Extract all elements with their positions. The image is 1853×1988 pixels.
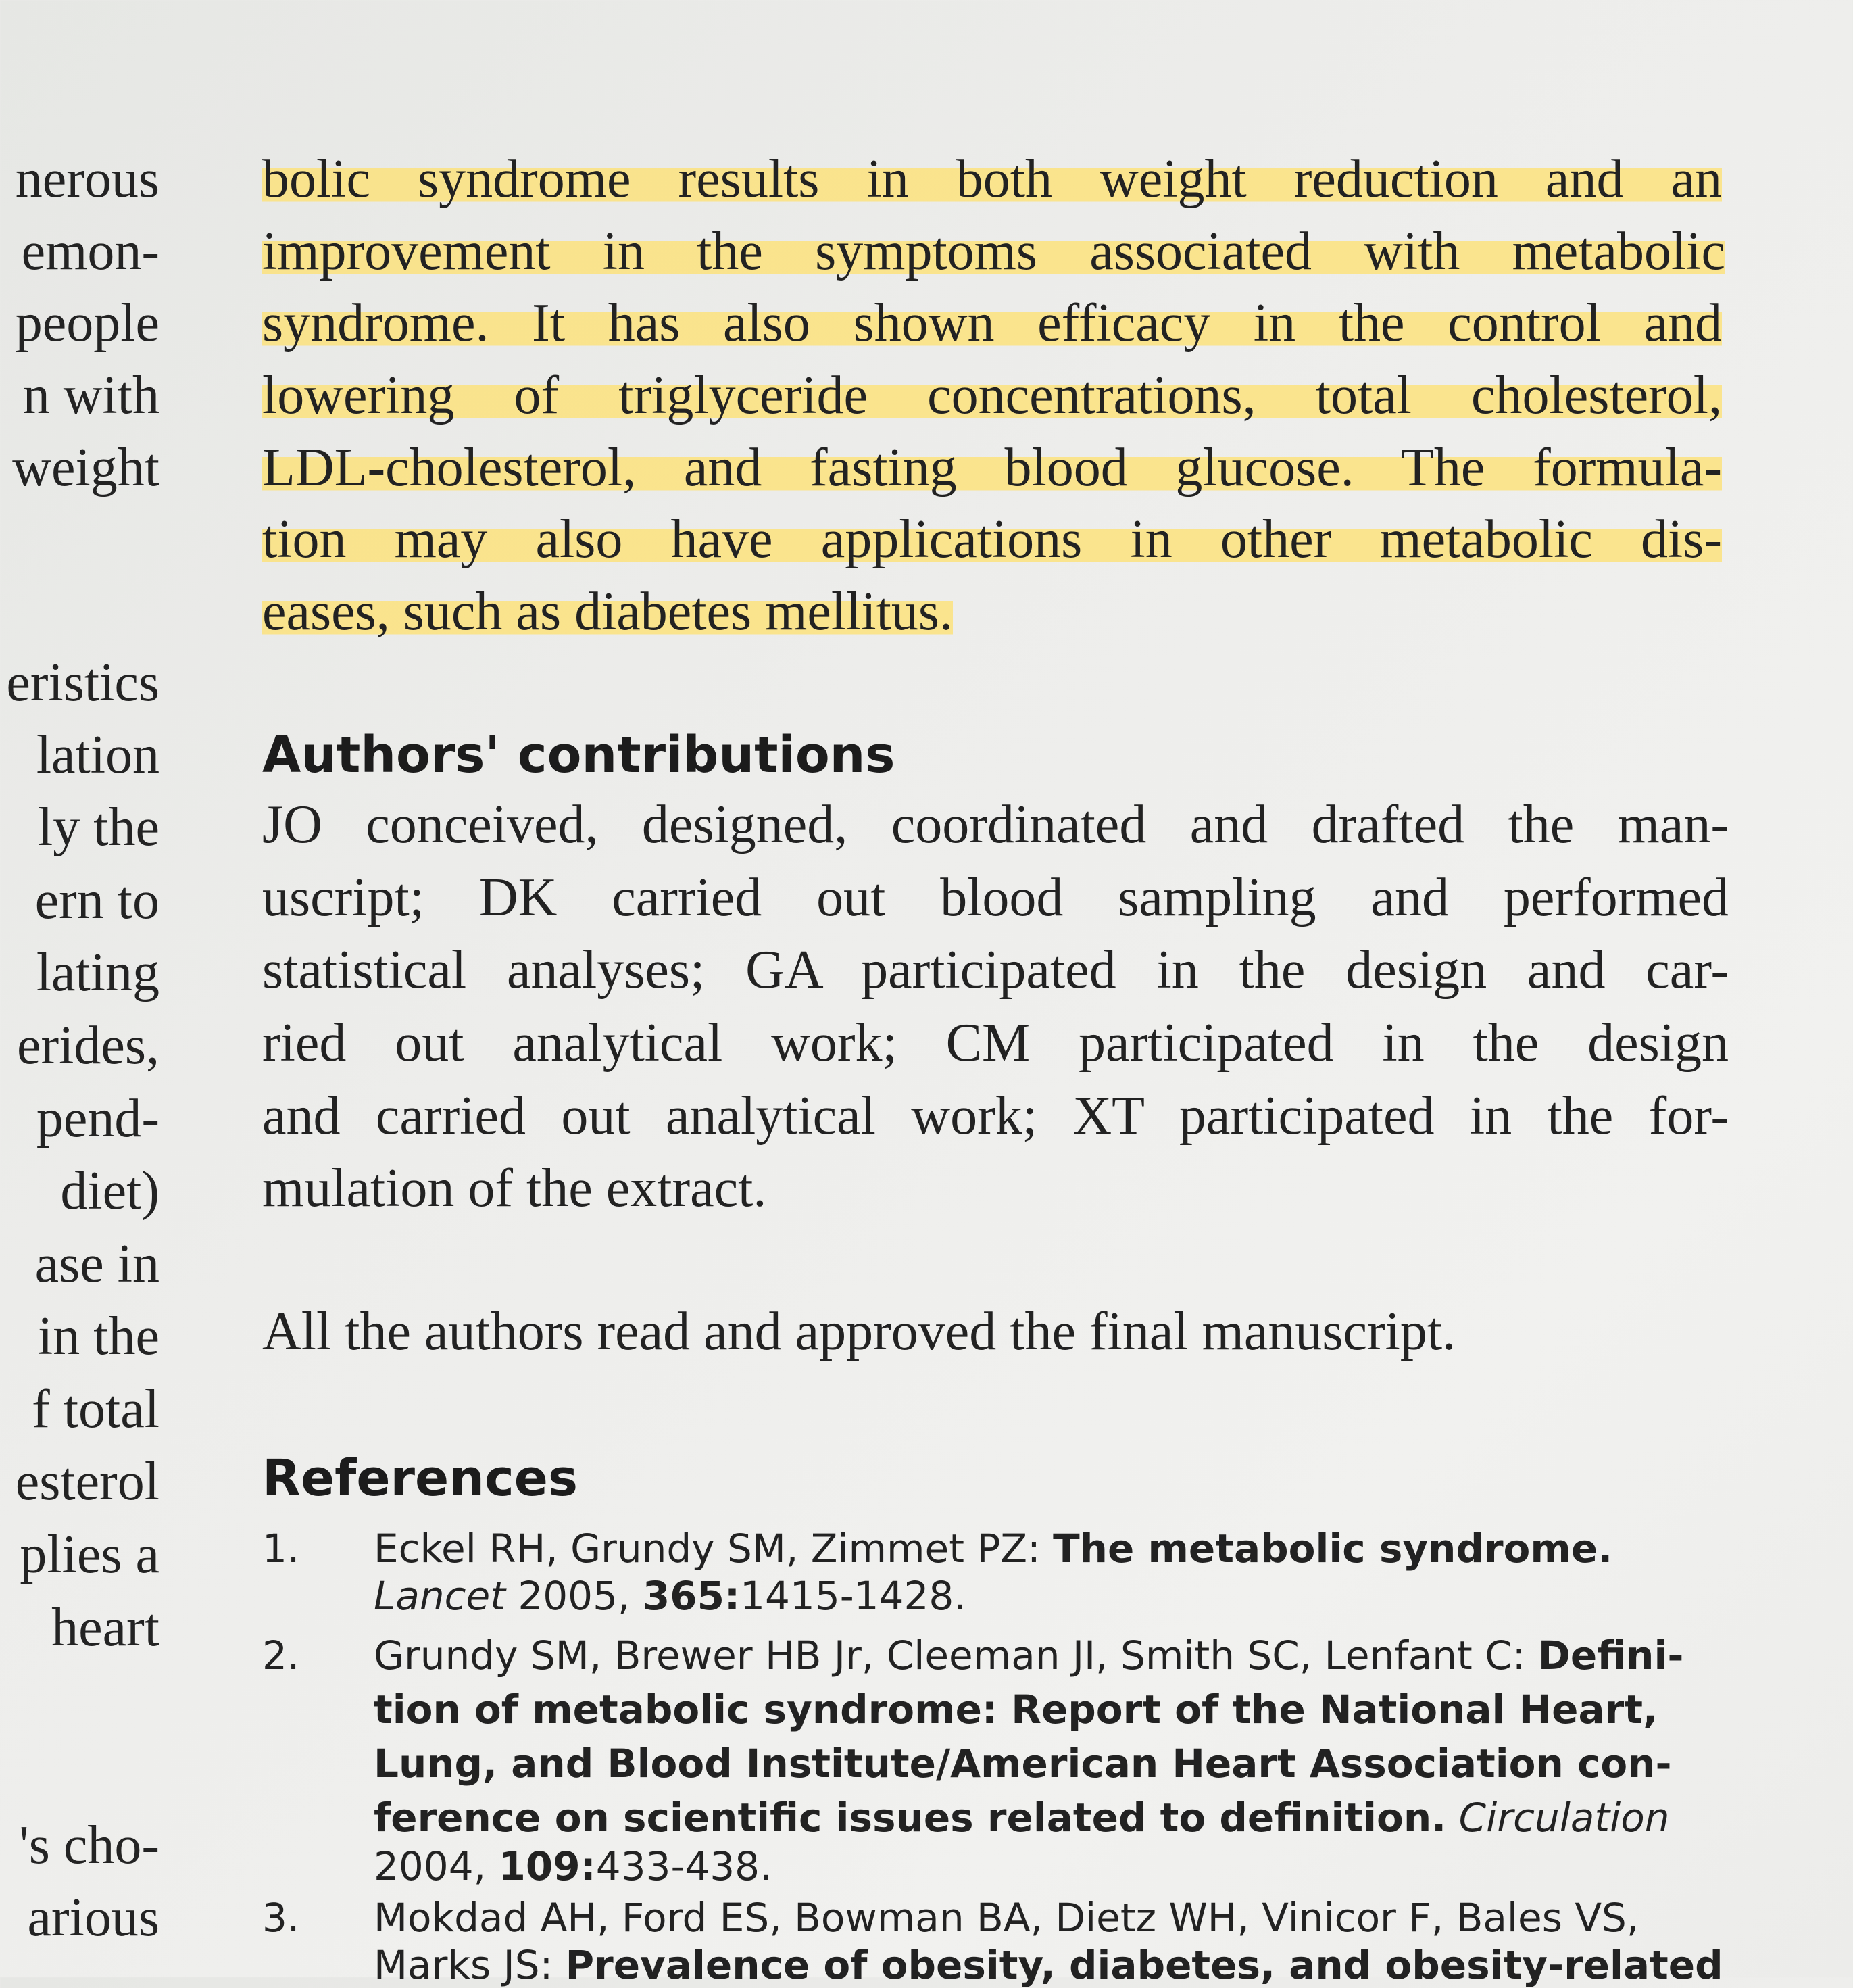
paragraph-line-highlighted: bolic syndrome results in both weight reduction and an — [262, 149, 1722, 209]
reference-line: Lancet 2005, 365:1415-1428. — [374, 1573, 966, 1619]
paragraph-line: uscript; DK carried out blood sampling and performed — [262, 868, 1729, 927]
left-word: 's cho- — [19, 1816, 159, 1875]
left-word: weight — [12, 438, 159, 498]
reference-line: 2004, 109:433-438. — [374, 1843, 772, 1889]
left-word: lating — [36, 943, 159, 1002]
left-word: ase in — [34, 1234, 159, 1294]
paragraph-line-highlighted: syndrome. It has also shown efficacy in the control and — [262, 293, 1722, 353]
paragraph-line-highlighted: lowering of triglyceride concentrations, total cholesterol, — [262, 366, 1722, 425]
paragraph-line: statistical analyses; GA participated in the design and car- — [262, 940, 1729, 1000]
left-column-fragment — [0, 0, 159, 1977]
paragraph-line: ried out analytical work; CM participated in the design — [262, 1013, 1729, 1073]
reference-line: Grundy SM, Brewer HB Jr, Cleeman JI, Smith SC, Lenfant C: Defini- — [374, 1632, 1684, 1678]
paragraph-line-highlighted: improvement in the symptoms associated with metabolic — [262, 222, 1725, 281]
left-word: f total — [32, 1380, 159, 1439]
left-word: arious — [27, 1888, 159, 1947]
left-word: eristics — [6, 653, 159, 712]
left-word: esterol — [15, 1452, 159, 1511]
left-word: erides, — [16, 1016, 159, 1075]
left-word: nerous — [15, 149, 159, 209]
left-word: people — [15, 293, 159, 353]
left-word: emon- — [21, 222, 159, 281]
approval-statement: All the authors read and approved the final manuscript. — [262, 1302, 1456, 1361]
paragraph-line: JO conceived, designed, coordinated and drafted the man- — [262, 795, 1729, 854]
paragraph-line: and carried out analytical work; XT participated in the for- — [262, 1086, 1729, 1146]
left-word: plies a — [20, 1525, 159, 1584]
reference-line: Eckel RH, Grundy SM, Zimmet PZ: The metabolic syndrome. — [374, 1526, 1613, 1572]
left-word: ern to — [34, 871, 159, 930]
section-heading-authors-contributions: Authors' contributions — [262, 726, 895, 784]
reference-line: Lung, and Blood Institute/American Heart Association con- — [374, 1741, 1672, 1787]
left-word: heart — [51, 1598, 159, 1657]
reference-line: tion of metabolic syndrome: Report of the National Heart, — [374, 1687, 1658, 1732]
paragraph-line-highlighted: tion may also have applications in other metabolic dis- — [262, 510, 1722, 569]
left-word: pend- — [36, 1089, 159, 1148]
left-word: ly the — [38, 798, 159, 857]
reference-number: 2. — [262, 1632, 300, 1678]
reference-line: Mokdad AH, Ford ES, Bowman BA, Dietz WH, Vinicor F, Bales VS, — [374, 1895, 1639, 1941]
left-word: n with — [22, 366, 159, 425]
reference-number: 3. — [262, 1895, 300, 1941]
reference-line: ference on scientific issues related to definition. Circulation — [374, 1795, 1670, 1841]
reference-number: 1. — [262, 1526, 300, 1572]
left-word: in the — [38, 1307, 159, 1366]
left-word: diet) — [60, 1161, 159, 1221]
paragraph-line-highlighted: eases, such as diabetes mellitus. — [262, 582, 953, 641]
left-word: lation — [36, 725, 159, 785]
section-heading-references: References — [262, 1449, 578, 1507]
reference-line: Marks JS: Prevalence of obesity, diabetes, and obesity-related — [374, 1942, 1723, 1988]
paragraph-line-highlighted: LDL-cholesterol, and fasting blood glucose. The formula- — [262, 438, 1722, 498]
paragraph-line: mulation of the extract. — [262, 1159, 767, 1218]
